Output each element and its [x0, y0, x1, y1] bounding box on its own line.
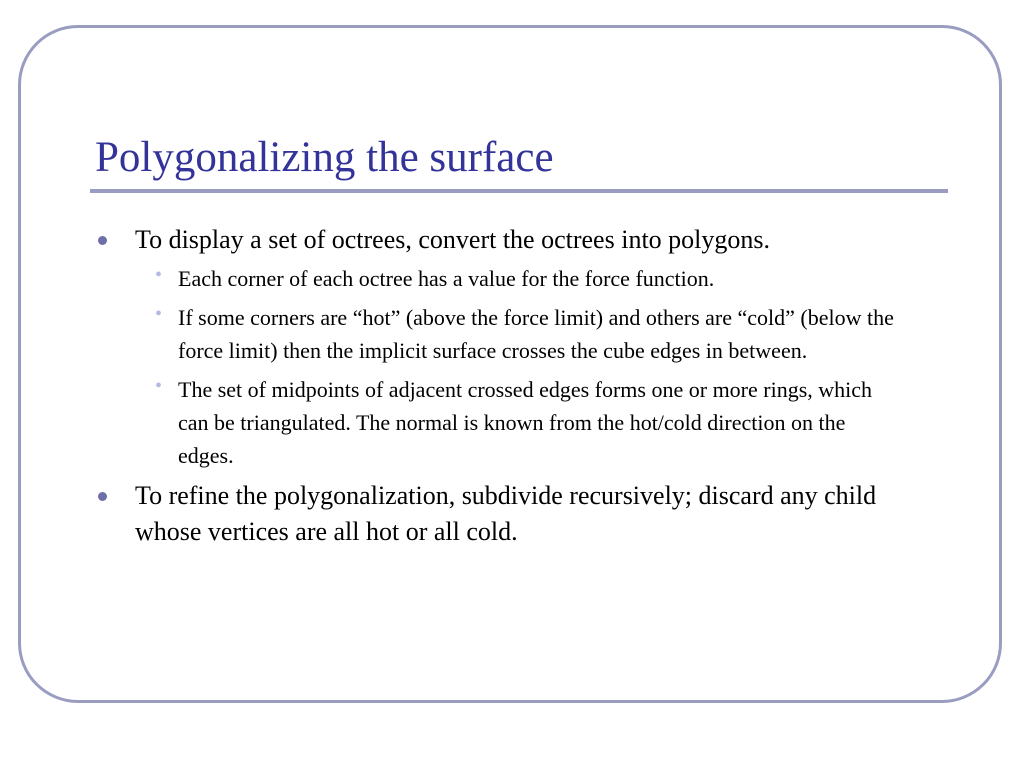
sub-bullet-item	[141, 373, 898, 472]
sub-bullet-item	[141, 262, 898, 295]
sub-bullet-dot-icon: •	[155, 375, 163, 397]
bullet-dot-icon	[98, 236, 107, 245]
sub-bullet-dot-icon: •	[155, 303, 163, 325]
sub-bullet-list	[141, 262, 948, 472]
bullet-text: To refine the polygonalization, subdivide recursively; discard any child whose vertices are all hot or all cold.	[135, 481, 877, 546]
bullet-text: To display a set of octrees, convert the octrees into polygons.	[135, 225, 771, 254]
sub-bullet-text: Each corner of each octree has a value for the force function.	[178, 266, 715, 291]
bullet-dot-icon	[98, 492, 107, 501]
sub-bullet-text: The set of midpoints of adjacent crossed edges forms one or more rings, which can be triangulated. The normal is known from the hot/cold direction on the edges.	[178, 377, 873, 468]
bullet-item	[98, 478, 935, 550]
slide-content	[98, 222, 948, 553]
slide-title: Polygonalizing the surface	[95, 134, 554, 181]
sub-bullet-dot-icon: •	[155, 264, 163, 286]
sub-bullet-text: If some corners are “hot” (above the force limit) and others are “cold” (below the force limit) then the implicit surface crosses the cube edges in between.	[178, 305, 894, 363]
title-underline	[90, 189, 948, 193]
sub-bullet-item	[141, 301, 898, 367]
bullet-item	[98, 222, 948, 258]
